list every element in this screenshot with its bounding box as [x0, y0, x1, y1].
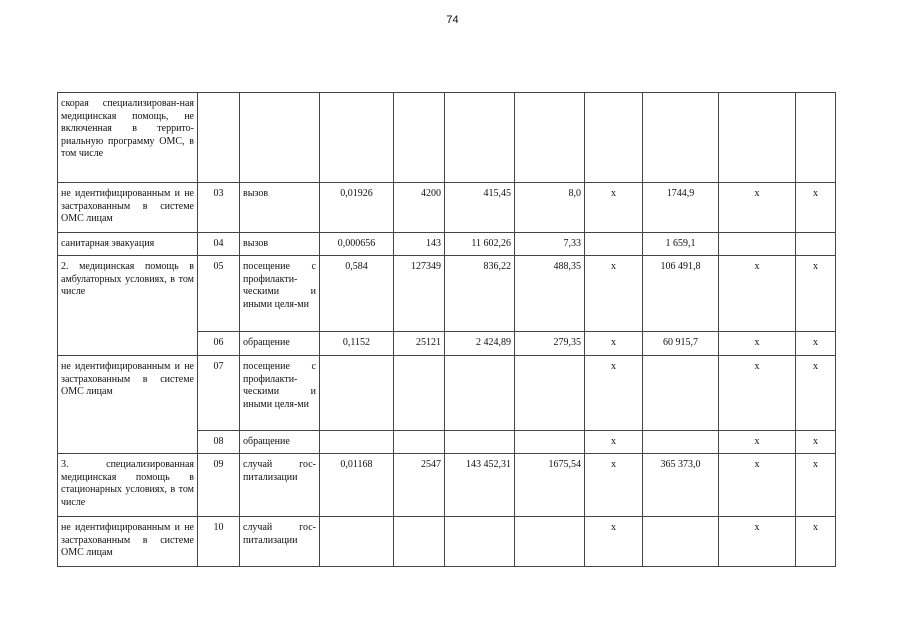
cell-value: x [585, 183, 643, 233]
cell-value: x [796, 517, 836, 567]
row-code: 05 [198, 256, 240, 332]
row-unit: вызов [240, 183, 320, 233]
cell-value [796, 233, 836, 256]
cell-value: 8,0 [515, 183, 585, 233]
cell-value: x [719, 183, 796, 233]
cell-value: x [585, 356, 643, 431]
cell-value [643, 356, 719, 431]
cell-value: x [796, 183, 836, 233]
cell-value: 143 [394, 233, 445, 256]
cell-value: 488,35 [515, 256, 585, 332]
cell-value [515, 93, 585, 183]
row-name: 2. медицинская помощь в амбулаторных условиях, в том числе [58, 256, 198, 356]
cell-value: x [585, 256, 643, 332]
cell-value: x [719, 517, 796, 567]
cell-value: x [585, 332, 643, 356]
medical-care-table [57, 92, 836, 567]
cell-value [445, 356, 515, 431]
table-row [58, 454, 836, 517]
cell-value: 4200 [394, 183, 445, 233]
cell-value [394, 93, 445, 183]
cell-value: x [796, 356, 836, 431]
cell-value [585, 93, 643, 183]
row-unit: посещение с профилакти-ческими и иными целя-ми [240, 256, 320, 332]
cell-value [320, 93, 394, 183]
row-unit [240, 93, 320, 183]
row-unit: вызов [240, 233, 320, 256]
cell-value [320, 517, 394, 567]
cell-value: 0,000656 [320, 233, 394, 256]
cell-value: 143 452,31 [445, 454, 515, 517]
cell-value: 11 602,26 [445, 233, 515, 256]
cell-value: 836,22 [445, 256, 515, 332]
cell-value: x [585, 454, 643, 517]
page-number: 74 [446, 14, 459, 26]
cell-value [515, 431, 585, 454]
cell-value: x [585, 517, 643, 567]
row-code: 03 [198, 183, 240, 233]
cell-value: x [719, 332, 796, 356]
cell-value [445, 93, 515, 183]
cell-value: 0,01926 [320, 183, 394, 233]
row-name: санитарная эвакуация [58, 233, 198, 256]
cell-value: x [719, 431, 796, 454]
row-code: 07 [198, 356, 240, 431]
row-unit: случай гос-питализации [240, 454, 320, 517]
row-unit: посещение с профилакти-ческими и иными целя-ми [240, 356, 320, 431]
cell-value: 0,1152 [320, 332, 394, 356]
cell-value: x [796, 256, 836, 332]
table-row [58, 93, 836, 183]
cell-value: x [796, 332, 836, 356]
cell-value [445, 517, 515, 567]
cell-value: 127349 [394, 256, 445, 332]
cell-value [515, 356, 585, 431]
row-unit: обращение [240, 431, 320, 454]
cell-value: x [796, 431, 836, 454]
cell-value: 2 424,89 [445, 332, 515, 356]
cell-value: 1744,9 [643, 183, 719, 233]
cell-value [515, 517, 585, 567]
cell-value: 279,35 [515, 332, 585, 356]
table-row [58, 356, 836, 431]
row-unit: случай гос-питализации [240, 517, 320, 567]
table-row [58, 233, 836, 256]
cell-value [643, 93, 719, 183]
cell-value: 1675,54 [515, 454, 585, 517]
cell-value [394, 356, 445, 431]
cell-value [394, 431, 445, 454]
table-row [58, 517, 836, 567]
row-unit: обращение [240, 332, 320, 356]
cell-value [320, 356, 394, 431]
row-code: 06 [198, 332, 240, 356]
cell-value: 25121 [394, 332, 445, 356]
row-code [198, 93, 240, 183]
cell-value: 1 659,1 [643, 233, 719, 256]
cell-value [796, 93, 836, 183]
cell-value: x [796, 454, 836, 517]
cell-value [394, 517, 445, 567]
row-name: не идентифицированным и не застрахованным в системе ОМС лицам [58, 517, 198, 567]
row-code: 10 [198, 517, 240, 567]
cell-value: 0,01168 [320, 454, 394, 517]
cell-value [719, 93, 796, 183]
table-row [58, 183, 836, 233]
cell-value [643, 517, 719, 567]
cell-value [719, 233, 796, 256]
cell-value: x [719, 256, 796, 332]
row-name: 3. специализированная медицинская помощь в стационарных условиях, в том числе [58, 454, 198, 517]
cell-value: 415,45 [445, 183, 515, 233]
row-code: 08 [198, 431, 240, 454]
cell-value [643, 431, 719, 454]
table-row [58, 256, 836, 332]
cell-value: 7,33 [515, 233, 585, 256]
cell-value: 365 373,0 [643, 454, 719, 517]
cell-value [445, 431, 515, 454]
row-code: 09 [198, 454, 240, 517]
cell-value: 60 915,7 [643, 332, 719, 356]
row-name: не идентифицированным и не застрахованным в системе ОМС лицам [58, 356, 198, 454]
row-code: 04 [198, 233, 240, 256]
cell-value: x [719, 356, 796, 431]
row-name: не идентифицированным и не застрахованным в системе ОМС лицам [58, 183, 198, 233]
cell-value: 0,584 [320, 256, 394, 332]
cell-value: 106 491,8 [643, 256, 719, 332]
row-name: скорая специализирован-ная медицинская помощь, не включенная в террито-риальную программу ОМС, в том числе [58, 93, 198, 183]
cell-value [320, 431, 394, 454]
cell-value: 2547 [394, 454, 445, 517]
cell-value: x [719, 454, 796, 517]
cell-value: x [585, 431, 643, 454]
cell-value [585, 233, 643, 256]
